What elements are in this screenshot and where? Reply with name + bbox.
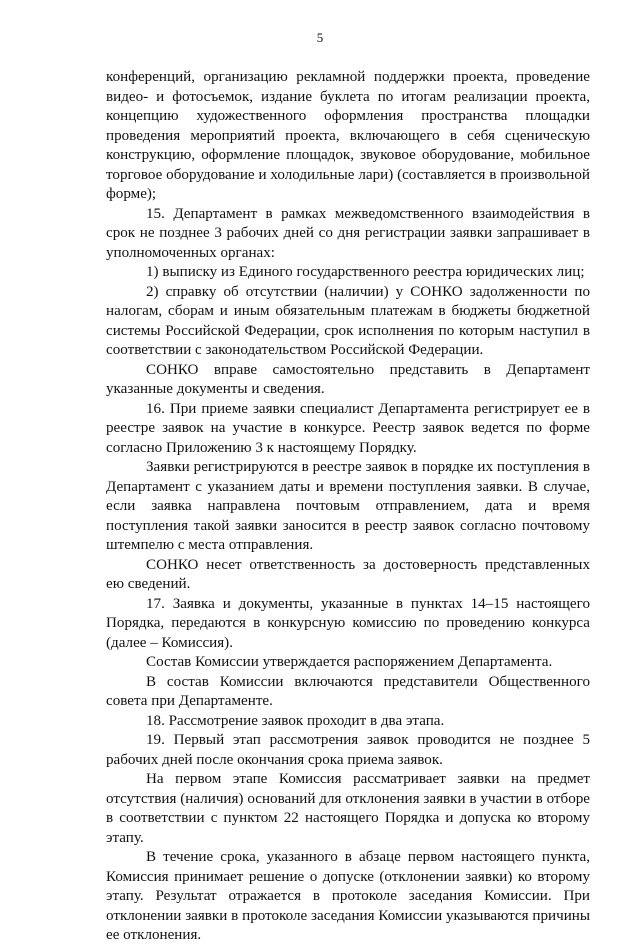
- paragraph-sonko-right: СОНКО вправе самостоятельно представить в Департамент указанные документы и сведения.: [106, 361, 590, 397]
- paragraph-first-stage: На первом этапе Комиссия рассматривает заявки на предмет отсутствия (наличия) оснований для отклонения заявки в участии в отборе в соответствии с пунктом 22 настоящего Порядка и допуска ко второму этапу.: [106, 771, 590, 846]
- paragraph-subitem-2: 2) справку об отсутствии (наличии) у СОНКО задолженности по налогам, сборам и иным обязательным платежам в бюджеты бюджетной системы Российской Федерации, срок исполнения по которым наступил в соответствии с законодательством Российской Федерации.: [106, 283, 590, 358]
- paragraph-item-18: 18. Рассмотрение заявок проходит в два этапа.: [146, 712, 445, 729]
- paragraph-decision: В течение срока, указанного в абзаце первом настоящего пункта, Комиссия принимает решение о допуске (отклонении заявки) ко второму этапу. Результат отражается в протоколе заседания Комиссии. При отклонении заявки в протоколе заседания Комиссии указываются причины ее отклонения.: [106, 849, 590, 943]
- page-number: 5: [316, 30, 324, 45]
- paragraph-item-19: 19. Первый этап рассмотрения заявок проводится не позднее 5 рабочих дней после окончания срока приема заявок.: [106, 732, 590, 768]
- paragraph-commission-members: В состав Комиссии включаются представители Общественного совета при Департаменте.: [106, 673, 590, 709]
- paragraph-continuation: конференций, организацию рекламной поддержки проекта, проведение видео- и фотосъемок, издание буклета по итогам реализации проекта, концепцию художественного оформления пространства площадки проведения мероприятий проекта, включающего в себя сценическую конструкцию, оформление площадок, звуковое оборудование, мобильное торговое оборудование и холодильные лари) (составляется в произвольной форме);: [106, 69, 590, 202]
- paragraph-responsibility: СОНКО несет ответственность за достоверность представленных ею сведений.: [106, 556, 590, 592]
- paragraph-commission-composition: Состав Комиссии утверждается распоряжением Департамента.: [146, 654, 553, 670]
- document-body: [106, 68, 590, 946]
- paragraph-registration: Заявки регистрируются в реестре заявок в порядке их поступления в Департамент с указанием даты и времени поступления заявки. В случае, если заявка направлена почтовым отправлением, дата и время поступления такой заявки заносится в реестр заявок согласно почтовому штемпелю с места отправления.: [106, 459, 590, 553]
- paragraph-subitem-1: 1) выписку из Единого государственного реестра юридических лиц;: [146, 264, 585, 280]
- paragraph-item-17: 17. Заявка и документы, указанные в пунктах 14–15 настоящего Порядка, передаются в конкурсную комиссию по проведению конкурса (далее – Комиссия).: [106, 595, 590, 651]
- paragraph-item-15: 15. Департамент в рамках межведомственного взаимодействия в срок не позднее 3 рабочих дней со дня регистрации заявки запрашивает в уполномоченных органах:: [106, 205, 590, 261]
- paragraph-item-16: 16. При приеме заявки специалист Департамента регистрирует ее в реестре заявок на участие в конкурсе. Реестр заявок ведется по форме согласно Приложению 3 к настоящему Порядку.: [106, 400, 590, 456]
